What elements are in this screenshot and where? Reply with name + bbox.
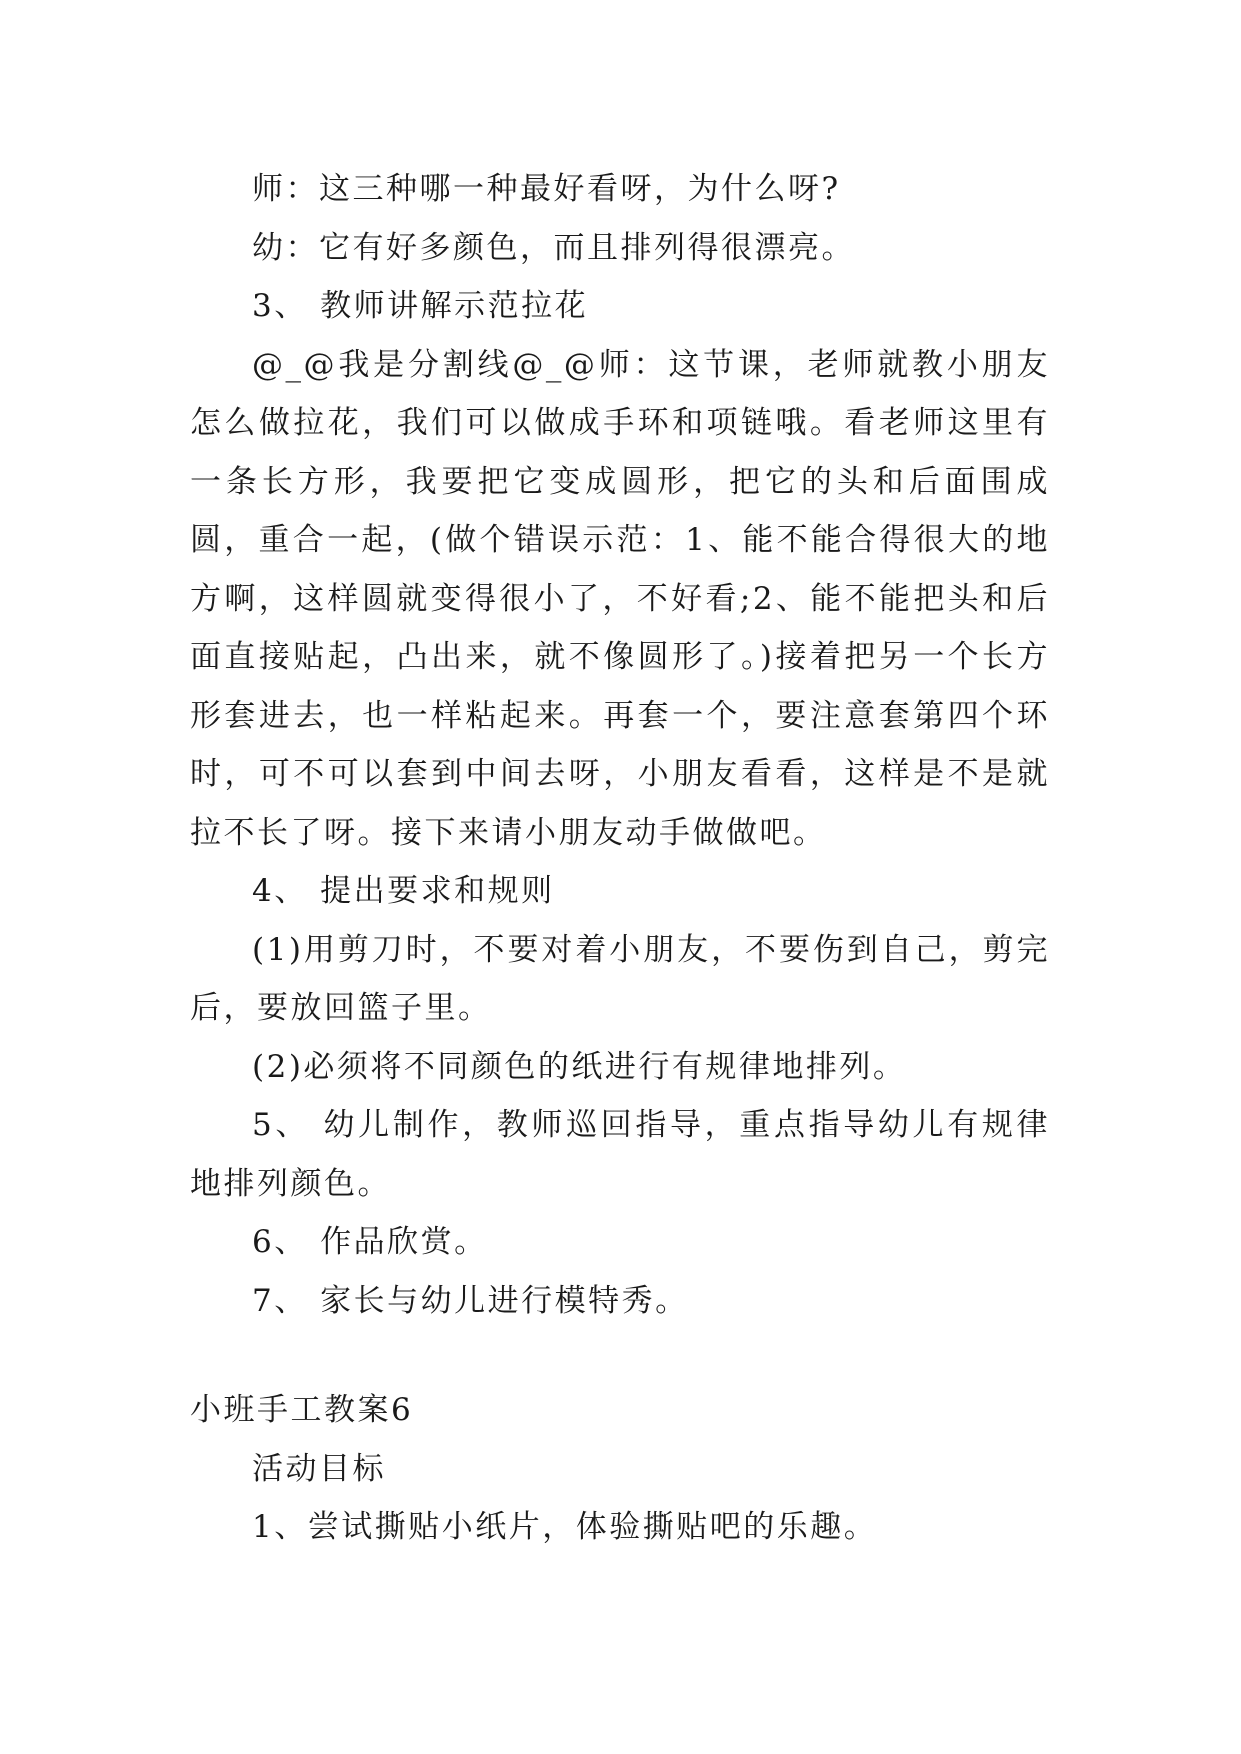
section-title: 小班手工教案6 bbox=[190, 1392, 414, 1428]
rule-1-text: (1)用剪刀时，不要对着小朋友，不要伤到自己，剪完后，要放回篮子里。 bbox=[190, 931, 1050, 1026]
goal-1-text: 1、尝试撕贴小纸片，体验撕贴吧的乐趣。 bbox=[252, 1509, 878, 1545]
step-5-text: 5、 幼儿制作，教师巡回指导，重点指导幼儿有规律地排列颜色。 bbox=[190, 1107, 1050, 1202]
activity-goals-heading: 活动目标 bbox=[252, 1450, 386, 1487]
document-body bbox=[190, 160, 1050, 1557]
step-3-heading: 3、 教师讲解示范拉花 bbox=[252, 288, 589, 324]
step-6-text: 6、 作品欣赏。 bbox=[252, 1224, 488, 1260]
step-3-demonstration-text: @_@我是分割线@_@师：这节课，老师就教小朋友怎么做拉花，我们可以做成手环和项链哦。看老师这里有一条长方形，我要把它变成圆形，把它的头和后面围成圆，重合一起，(做个错误示范：1、能不能合得很大的地方啊，这样圆就变得很小了，不好看;2、能不能把头和后面直接贴起，凸出来，就不像圆形了。)接着把另一个长方形套进去，也一样粘起来。再套一个，要注意套第四个环时，可不可以套到中间去呀，小朋友看看，这样是不是就拉不长了呀。接下来请小朋友动手做做吧。 bbox=[190, 346, 1050, 851]
step-7-text: 7、 家长与幼儿进行模特秀。 bbox=[252, 1282, 689, 1319]
dialogue-child-answer: 幼：它有好多颜色，而且排列得很漂亮。 bbox=[252, 229, 855, 266]
dialogue-teacher-question: 师：这三种哪一种最好看呀，为什么呀? bbox=[252, 171, 841, 207]
step-4-heading: 4、 提出要求和规则 bbox=[252, 873, 555, 909]
rule-2-text: (2)必须将不同颜色的纸进行有规律地排列。 bbox=[252, 1048, 907, 1085]
